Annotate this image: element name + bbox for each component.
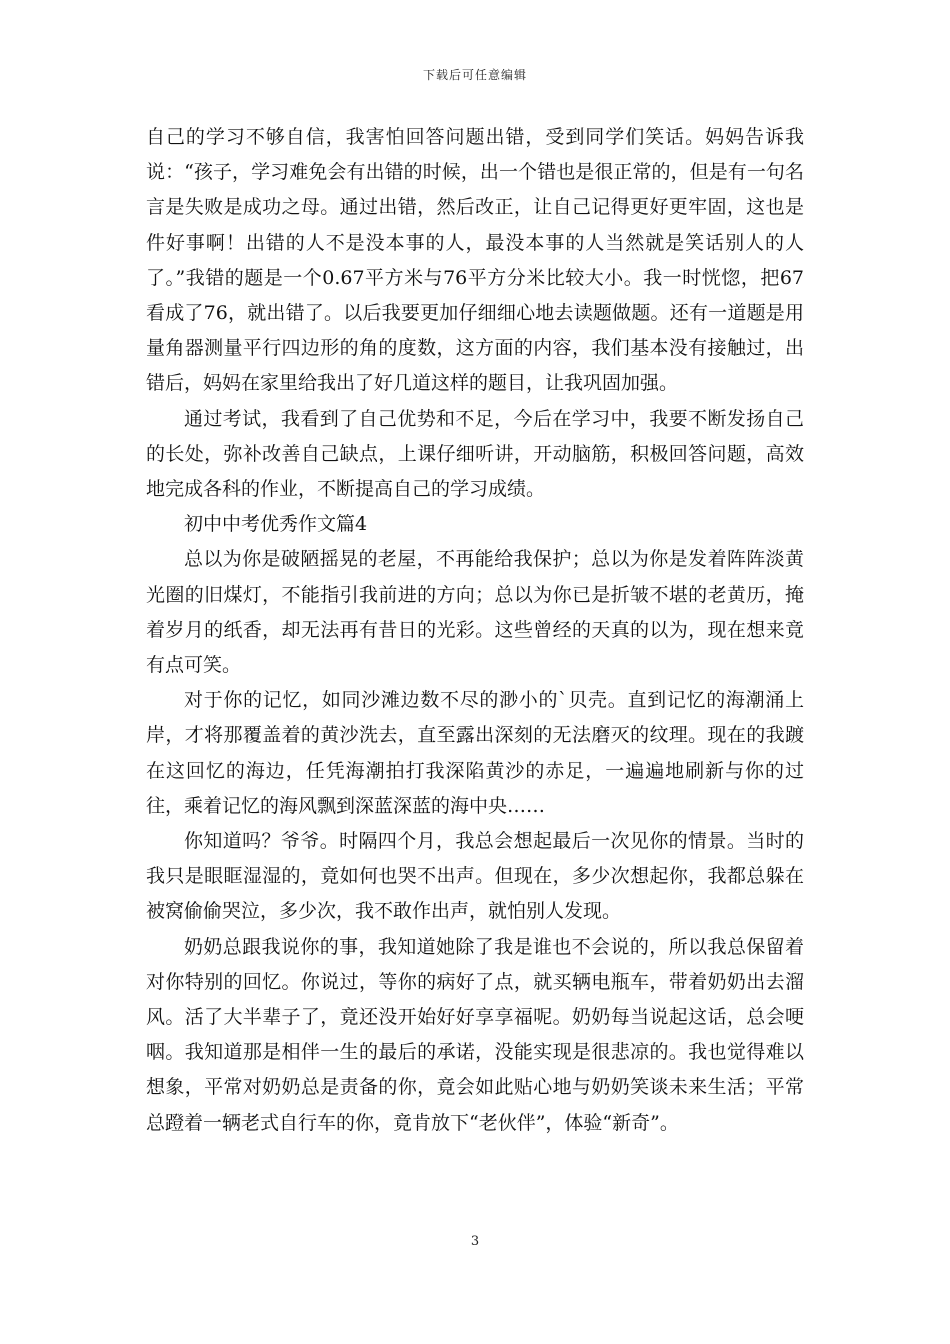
- paragraph-5: 你知道吗？爷爷。时隔四个月，我总会想起最后一次见你的情景。当时的我只是眼眶湿湿的，竟如何也哭不出声。但现在，多少次想起你，我都总躲在被窝偷偷哭泣，多少次，我不敢作出声，就怕别人发现。: [146, 830, 804, 923]
- section-heading: 初中中考优秀作文篇4: [184, 513, 368, 536]
- paragraph-6: 奶奶总跟我说你的事，我知道她除了我是谁也不会说的，所以我总保留着对你特别的回忆。你说过，等你的病好了点，就买辆电瓶车，带着奶奶出去溜风。活了大半辈子了，竟还没开始好好享享福呢。奶奶每当说起这话，总会哽咽。我知道那是相伴一生的最后的承诺，没能实现是很悲凉的。我也觉得难以想象，平常对奶奶总是责备的你，竟会如此贴心地与奶奶笑谈未来生活；平常总蹬着一辆老式自行车的你，竟肯放下“老伙伴”，体验“新奇”。: [146, 935, 804, 1134]
- page-header: 下载后可任意编辑: [422, 68, 527, 82]
- paragraph-1: 自己的学习不够自信，我害怕回答问题出错，受到同学们笑话。妈妈告诉我说：“孩子，学习难免会有出错的时候，出一个错也是很正常的，但是有一句名言是失败是成功之母。通过出错，然后改正，让自己记得更好更牢固，这也是件好事啊！出错的人不是没本事的人，最没本事的人当然就是笑话别人的人了。”我错的题是一个0.67平方米与76平方分米比较大小。我一时恍惚，把67看成了76，就出错了。以后我要更加仔细细心地去读题做题。还有一道题是用量角器测量平行四边形的角的度数，这方面的内容，我们基本没有接触过，出错后，妈妈在家里给我出了好几道这样的题目，让我巩固加强。: [146, 126, 804, 395]
- document-body: [146, 120, 804, 1141]
- paragraph-2: 通过考试，我看到了自己优势和不足，今后在学习中，我要不断发扬自己的长处，弥补改善自己缺点，上课仔细听讲，开动脑筋，积极回答问题，高效地完成各科的作业，不断提高自己的学习成绩。: [146, 407, 804, 501]
- page-number: 3: [470, 1234, 480, 1249]
- paragraph-3: 总以为你是破陋摇晃的老屋，不再能给我保护；总以为你是发着阵阵淡黄光圈的旧煤灯，不能指引我前进的方向；总以为你已是折皱不堪的老黄历，掩着岁月的纸香，却无法再有昔日的光彩。这些曾经的天真的以为，现在想来竟有点可笑。: [146, 548, 804, 677]
- paragraph-4: 对于你的记忆，如同沙滩边数不尽的渺小的`贝壳。直到记忆的海潮涌上岸，才将那覆盖着的黄沙洗去，直至露出深刻的无法磨灭的纹理。现在的我踱在这回忆的海边，任凭海潮拍打我深陷黄沙的赤足，一遍遍地刷新与你的过往，乘着记忆的海风飘到深蓝深蓝的海中央……: [146, 689, 804, 817]
